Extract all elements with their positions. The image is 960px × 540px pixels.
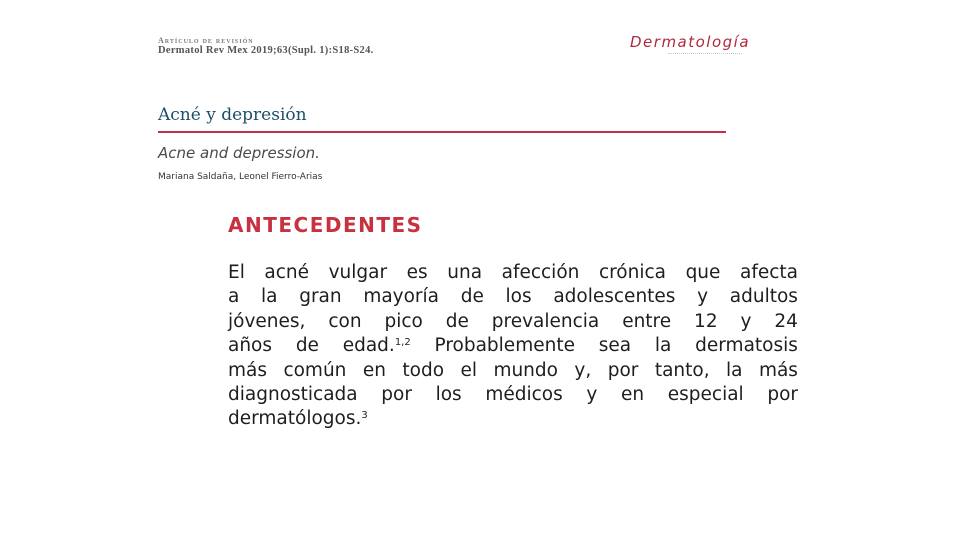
body-word: los xyxy=(435,384,462,406)
title-divider xyxy=(158,131,726,133)
body-line-6 xyxy=(228,383,798,407)
body-line-3 xyxy=(228,310,798,334)
body-word: por xyxy=(381,384,412,406)
body-word: vulgar xyxy=(328,262,388,283)
body-word: de xyxy=(445,310,469,332)
body-word: es xyxy=(406,262,428,283)
body-word: pico xyxy=(384,310,423,332)
body-word: afección xyxy=(501,262,580,283)
article-title-spanish: Acné y depresión xyxy=(158,105,307,125)
body-word: y xyxy=(586,384,598,406)
citation-reference: 3 xyxy=(361,410,368,422)
body-word: años xyxy=(228,335,273,357)
body-word: más xyxy=(228,359,267,381)
body-word: sea xyxy=(598,335,632,357)
body-word: edad.$^{1,2}$ xyxy=(342,335,411,357)
section-heading: ANTECEDENTES xyxy=(228,213,423,237)
body-word: mundo xyxy=(493,359,558,381)
body-word: especial xyxy=(667,384,744,406)
body-word: la xyxy=(654,335,672,357)
body-word: en xyxy=(362,359,386,381)
body-line-2 xyxy=(228,285,798,309)
body-word: la xyxy=(726,359,743,381)
body-word: jóvenes, xyxy=(228,310,306,332)
journal-logo-underline xyxy=(668,53,742,56)
body-word: de xyxy=(460,286,484,308)
body-line-4 xyxy=(228,334,798,358)
body-word: acné xyxy=(264,262,310,283)
body-word: la xyxy=(261,286,278,308)
body-word: 24 xyxy=(774,310,798,332)
body-word: mayoría xyxy=(363,286,440,308)
body-word: con xyxy=(328,310,362,332)
body-word: común xyxy=(283,359,347,381)
body-word: en xyxy=(621,384,645,406)
article-authors: Mariana Saldaña, Leonel Fierro-Arias xyxy=(158,172,323,182)
body-word: prevalencia xyxy=(491,310,600,332)
section-body xyxy=(228,261,798,432)
body-word: los xyxy=(505,286,532,308)
body-word: y, xyxy=(574,359,592,381)
body-word: por xyxy=(607,359,639,381)
body-word: a xyxy=(228,286,240,308)
body-word: todo xyxy=(402,359,445,381)
body-word: y xyxy=(697,286,709,308)
body-word: más xyxy=(758,359,798,381)
body-line-1 xyxy=(228,261,798,285)
body-line-5 xyxy=(228,359,798,383)
body-word: una xyxy=(447,262,483,283)
body-word: y xyxy=(740,310,752,332)
body-word: dermatólogos.$^3$ xyxy=(228,408,368,430)
body-line-7 xyxy=(228,407,798,431)
body-word: gran xyxy=(299,286,342,308)
article-title-english: Acne and depression. xyxy=(158,144,320,162)
body-word: adolescentes xyxy=(553,286,676,308)
body-word: entre xyxy=(622,310,672,332)
body-word: de xyxy=(295,335,319,357)
body-word: por xyxy=(767,384,798,406)
body-word: 12 xyxy=(694,310,718,332)
body-word: tanto, xyxy=(654,359,710,381)
body-word: Probablemente xyxy=(434,335,575,357)
body-word: dermatosis xyxy=(695,335,798,357)
body-word: El xyxy=(228,262,245,283)
body-word: médicos xyxy=(485,384,563,406)
body-word: el xyxy=(460,359,477,381)
body-word: crónica xyxy=(598,262,666,283)
body-word: adultos xyxy=(729,286,798,308)
article-type-label: Artículo de revisión xyxy=(158,36,254,45)
body-word: que xyxy=(685,262,721,283)
journal-logo: Dermatología xyxy=(630,33,751,51)
citation-reference: 1,2 xyxy=(394,337,411,349)
body-word: diagnosticada xyxy=(228,384,358,406)
body-word: afecta xyxy=(739,262,798,283)
journal-citation: Dermatol Rev Mex 2019;63(Supl. 1):S18-S24. xyxy=(158,45,374,56)
